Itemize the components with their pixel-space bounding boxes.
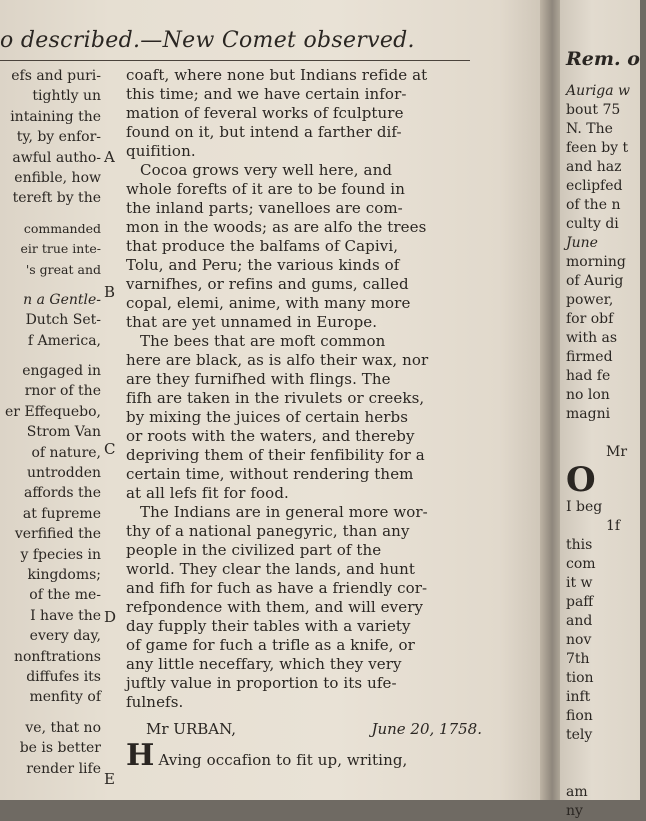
left-col-heading: f America, bbox=[27, 332, 101, 349]
right-line: am bbox=[566, 784, 588, 800]
margin-letter-a: A bbox=[104, 148, 115, 166]
right-line: had fe bbox=[566, 368, 611, 384]
text-line: or roots with the waters, and thereby bbox=[126, 427, 415, 445]
book-gutter bbox=[540, 0, 562, 800]
margin-letter-c: C bbox=[104, 440, 116, 458]
text-line: of game for fuch a trifle as a knife, or bbox=[126, 636, 415, 654]
text-line: mation of feveral works of fculpture bbox=[126, 104, 404, 122]
right-line: this bbox=[566, 537, 593, 553]
right-salutation: Mr bbox=[606, 444, 628, 460]
left-col-line: of the me- bbox=[29, 587, 101, 604]
text-line: coaft, where none but Indians refide at bbox=[126, 66, 428, 84]
left-col-line: 's great and bbox=[25, 261, 101, 277]
right-line: culty di bbox=[566, 216, 619, 232]
right-line: tely bbox=[566, 727, 593, 743]
right-line: tion bbox=[566, 670, 594, 686]
text-line: this time; and we have certain infor- bbox=[126, 85, 407, 103]
text-line: are they furnifhed with flings. The bbox=[126, 370, 391, 388]
right-line: N. The bbox=[566, 121, 613, 137]
right-line: fion bbox=[566, 708, 593, 724]
right-line bbox=[566, 745, 646, 764]
left-col-line: ty, by enfor- bbox=[16, 129, 101, 146]
text-line: refpondence with them, and will every bbox=[126, 598, 424, 616]
left-col-heading: n a Gentle- bbox=[23, 291, 101, 308]
text-line: certain time, without rendering them bbox=[126, 465, 414, 483]
letter-opening-line bbox=[126, 739, 482, 773]
main-column bbox=[126, 66, 482, 773]
left-col-line: awful autho- bbox=[12, 149, 101, 166]
running-head: o described.—New Comet observed. bbox=[0, 28, 415, 53]
margin-letter-b: B bbox=[104, 283, 116, 301]
left-col-line: verfified the bbox=[14, 526, 101, 543]
left-col-line: nonftrations bbox=[13, 648, 101, 665]
left-col-line: be is better bbox=[19, 740, 101, 757]
right-line: with as bbox=[566, 330, 618, 346]
text-line: at all lefs fit for food. bbox=[126, 484, 289, 502]
right-line: I beg bbox=[566, 499, 603, 515]
letter-heading bbox=[126, 720, 482, 739]
right-line: 1f bbox=[606, 518, 621, 534]
right-line: feen by t bbox=[566, 140, 629, 156]
left-col-line: every day, bbox=[29, 628, 101, 645]
left-col-heading: Dutch Set- bbox=[25, 312, 101, 329]
right-line: bout 75 bbox=[566, 102, 621, 118]
text-line: copal, elemi, anime, with many more bbox=[126, 294, 411, 312]
right-line: no lon bbox=[566, 387, 610, 403]
text-line: any little neceffary, which they very bbox=[126, 655, 402, 673]
text-line: world. They clear the lands, and hunt bbox=[126, 560, 415, 578]
drop-cap: H bbox=[126, 738, 155, 773]
right-line: firmed bbox=[566, 349, 613, 365]
right-line: magni bbox=[566, 406, 611, 422]
text-line: mon in the woods; as are alfo the trees bbox=[126, 218, 427, 236]
right-running-head: Rem. o bbox=[566, 48, 640, 70]
right-line: June bbox=[566, 235, 598, 251]
text-line: by mixing the juices of certain herbs bbox=[126, 408, 409, 426]
text-line: here are black, as is alfo their wax, nor bbox=[126, 351, 429, 369]
left-col-line: commanded bbox=[23, 220, 101, 236]
right-line bbox=[566, 424, 646, 443]
text-line: day fupply their tables with a variety bbox=[126, 617, 411, 635]
right-line: and haz bbox=[566, 159, 622, 175]
left-col-line: menfity of bbox=[29, 689, 101, 706]
right-line: paff bbox=[566, 594, 594, 610]
text-line: whole forefts of it are to be found in bbox=[126, 180, 405, 198]
text-line: fifh are taken in the rivulets or creeks, bbox=[126, 389, 425, 407]
right-line: of the n bbox=[566, 197, 621, 213]
text-line: that produce the balfams of Capivi, bbox=[126, 237, 399, 255]
left-col-line: render life bbox=[26, 760, 101, 777]
left-col-line: diffufes its bbox=[26, 668, 101, 685]
left-col-line: y fpecies in bbox=[20, 546, 101, 563]
right-line: for obf bbox=[566, 311, 614, 327]
left-col-line: enfible, how bbox=[14, 169, 101, 186]
left-col-line: rnor of the bbox=[24, 383, 101, 400]
left-column bbox=[0, 66, 101, 779]
text-line: and fifh for fuch as have a friendly cor- bbox=[126, 579, 428, 597]
right-line: eclipfed bbox=[566, 178, 623, 194]
text-line: The bees that are moft common bbox=[140, 332, 386, 350]
right-line: and bbox=[566, 613, 593, 629]
text-line: depriving them of their fenfibility for a bbox=[126, 446, 425, 464]
left-col-line: eir true inte- bbox=[20, 241, 101, 257]
right-line: 7th bbox=[566, 651, 590, 667]
right-line: nov bbox=[566, 632, 592, 648]
left-col-line: kingdoms; bbox=[27, 566, 101, 583]
right-page bbox=[560, 0, 640, 819]
left-col-line: affords the bbox=[24, 485, 101, 502]
right-line: morning bbox=[566, 254, 626, 270]
text-line: the inland parts; vanelloes are com- bbox=[126, 199, 403, 217]
left-col-line: I have the bbox=[30, 607, 101, 624]
text-line: varnifhes, or refins and gums, called bbox=[126, 275, 409, 293]
right-line: power, bbox=[566, 292, 614, 308]
text-line: fulnefs. bbox=[126, 693, 184, 711]
letter-date: June 20, 1758. bbox=[371, 720, 482, 738]
left-col-line: efs and puri- bbox=[11, 68, 101, 84]
margin-letter-d: D bbox=[104, 608, 117, 626]
text-line: thy of a national panegyric, than any bbox=[126, 522, 410, 540]
text-line: people in the civilized part of the bbox=[126, 541, 382, 559]
text-line: juftly value in proportion to its ufe- bbox=[126, 674, 397, 692]
right-line: of Aurig bbox=[566, 273, 624, 289]
right-line bbox=[566, 764, 646, 783]
left-col-line: of nature, bbox=[31, 444, 101, 461]
text-line: quifition. bbox=[126, 142, 196, 160]
text-line: that are yet unnamed in Europe. bbox=[126, 313, 378, 331]
left-col-line: engaged in bbox=[22, 363, 101, 380]
right-column bbox=[566, 36, 646, 821]
right-line: Auriga w bbox=[566, 83, 631, 99]
right-line: inft bbox=[566, 689, 591, 705]
salutation: Mr URBAN, bbox=[146, 720, 237, 738]
right-drop-cap: O bbox=[566, 460, 596, 500]
right-line: com bbox=[566, 556, 596, 572]
left-col-line: untrodden bbox=[26, 465, 101, 482]
left-col-line: at fupreme bbox=[22, 505, 101, 522]
left-col-line: tightly un bbox=[32, 88, 101, 105]
right-line: it w bbox=[566, 575, 593, 591]
left-col-line: ve, that no bbox=[25, 719, 101, 736]
margin-letter-e: E bbox=[104, 770, 115, 788]
right-line: ny bbox=[566, 803, 583, 819]
left-col-line: tereft by the bbox=[12, 190, 101, 207]
left-col-line: er Effequebo, bbox=[5, 403, 101, 420]
text-line: Tolu, and Peru; the various kinds of bbox=[126, 256, 400, 274]
header-rule bbox=[0, 60, 470, 61]
text-line: found on it, but intend a farther dif- bbox=[126, 123, 402, 141]
text-line: Cocoa grows very well here, and bbox=[140, 161, 393, 179]
text-line: The Indians are in general more wor- bbox=[140, 503, 428, 521]
left-col-line: Strom Van bbox=[26, 424, 101, 441]
opening-text: Aving occafion to fit up, writing, bbox=[158, 751, 408, 769]
left-col-line: intaining the bbox=[10, 108, 101, 125]
